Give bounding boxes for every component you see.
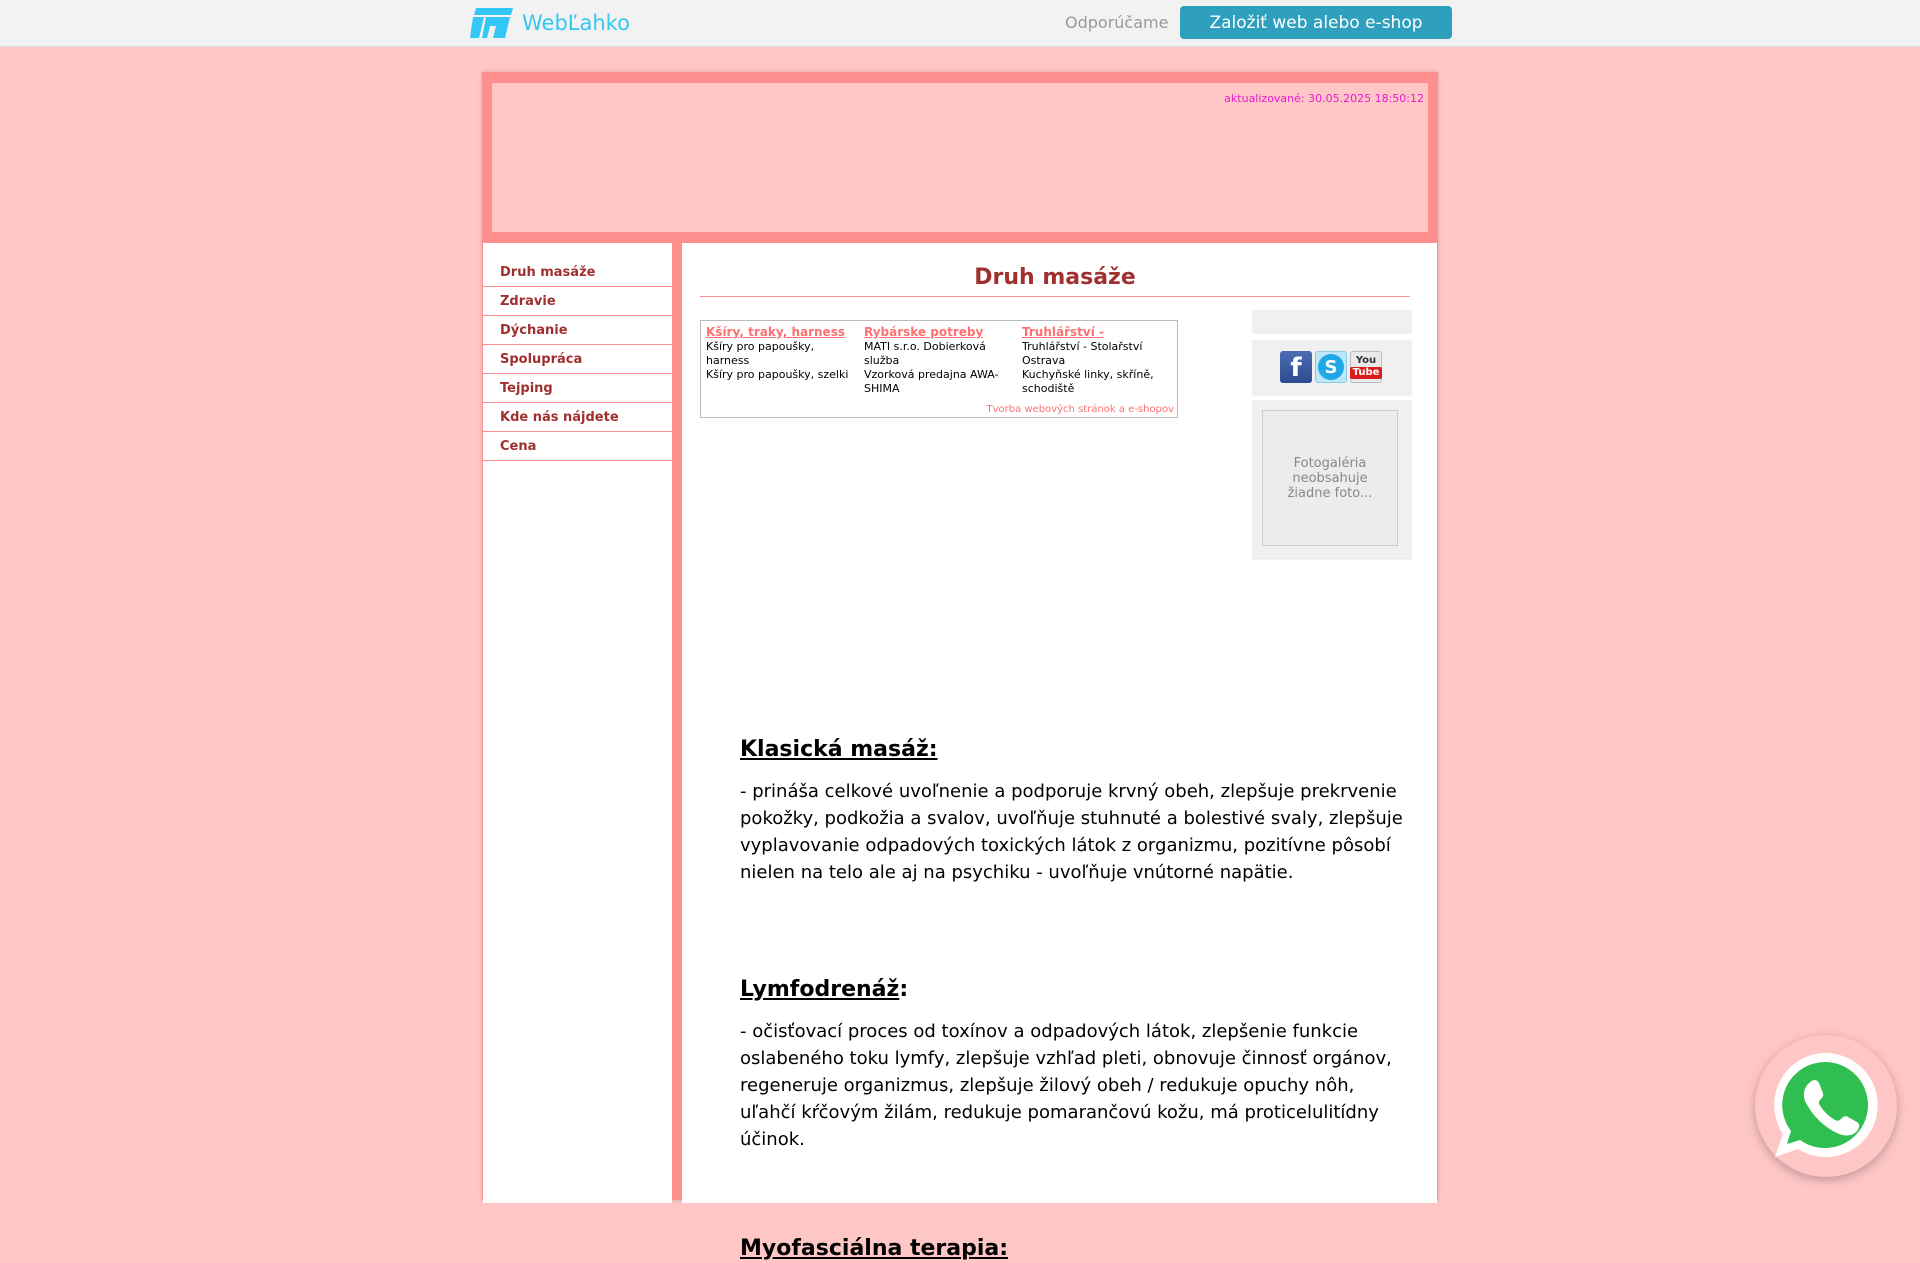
sidebar-item-label[interactable]: Kde nás nájdete <box>500 409 619 425</box>
sidebar-item-label[interactable]: Tejping <box>500 380 553 396</box>
section-heading-text: Myofasciálna terapia: <box>740 1236 1009 1261</box>
youtube-glyph-top: You <box>1355 355 1377 366</box>
section-klasicka-masaz <box>740 736 1410 886</box>
page-title: Druh masáže <box>700 265 1410 297</box>
section-heading-text: Lymfodrenáž <box>740 977 900 1002</box>
recommend-link[interactable]: Odporúčame <box>1065 13 1169 32</box>
sidebar-item-label[interactable]: Cena <box>500 438 537 454</box>
youtube-glyph-bottom: Tube <box>1350 367 1383 379</box>
sidebar-item-kde-nas-najdete[interactable] <box>483 403 672 432</box>
empty-widget <box>1252 310 1410 332</box>
section-myofascialna-terapia <box>740 1235 1410 1263</box>
ad-title-link[interactable]: Truhlářství - <box>1022 325 1104 339</box>
photo-gallery-widget <box>1252 400 1410 558</box>
gallery-empty-message: Fotogaléria neobsahuje žiadne foto... <box>1262 410 1398 546</box>
section-heading-text: Klasická masáž: <box>740 737 938 762</box>
create-web-button[interactable]: Založiť web alebo e-shop <box>1180 6 1452 39</box>
facebook-glyph: f <box>1290 353 1302 383</box>
section-heading: Lymfodrenáž: <box>740 977 909 1002</box>
site-frame <box>482 72 1438 1261</box>
youtube-icon[interactable] <box>1350 351 1382 383</box>
ad-line: Vzorková predajna AWA-SHIMA <box>864 368 999 395</box>
ad-box <box>700 320 1178 418</box>
ad-column <box>1022 325 1172 396</box>
sidebar-item-druh-masaze[interactable] <box>483 258 672 287</box>
webl-ahko-logo-icon <box>470 7 514 39</box>
section-lymfodrenaz <box>740 976 1410 1153</box>
sidebar-item-label[interactable]: Zdravie <box>500 293 556 309</box>
site-header <box>492 83 1428 232</box>
logo-link[interactable] <box>470 7 630 39</box>
skype-icon[interactable] <box>1315 351 1347 383</box>
ad-line: Kšíry pro papoušky, harness <box>706 340 815 367</box>
ad-footer-link[interactable]: Tvorba webových stránok a e-shopov <box>986 404 1174 415</box>
sidebar-item-label[interactable]: Dýchanie <box>500 322 568 338</box>
sidebar-item-cena[interactable] <box>483 432 672 461</box>
ad-line: Kuchyňské linky, skříně, schodiště <box>1022 368 1154 395</box>
skype-glyph: S <box>1318 354 1344 380</box>
facebook-icon[interactable] <box>1280 351 1312 383</box>
main-content <box>682 243 1437 1261</box>
ad-title-link[interactable]: Kšíry, traky, harness <box>706 325 845 339</box>
whatsapp-icon <box>1761 1041 1891 1171</box>
section-heading <box>740 1235 1410 1263</box>
sidebar-item-tejping[interactable] <box>483 374 672 403</box>
section-text: - prináša celkové uvoľnenie a podporuje krvný obeh, zlepšuje prekrvenie pokožky, podkožia a svalov, uvoľňuje stuhnuté a bolestivé svaly, zlepšuje vyplavovanie odpadových toxických látok z organizmu, pozitívne pôsobí nielen na telo ale aj na psychiku - uvoľňuje vnútorné napätie. <box>740 781 1403 883</box>
ad-title-link[interactable]: Rybárske potreby <box>864 325 984 339</box>
ad-column <box>706 325 856 382</box>
logo-text: WebĽahko <box>522 11 630 35</box>
sidebar-item-zdravie[interactable] <box>483 287 672 316</box>
social-widget <box>1252 340 1410 394</box>
top-bar <box>0 0 1920 47</box>
sidebar-menu <box>483 258 672 461</box>
whatsapp-button[interactable] <box>1755 1035 1897 1177</box>
sidebar-item-spolupraca[interactable] <box>483 345 672 374</box>
section-text: - očisťovací proces od toxínov a odpadových látok, zlepšenie funkcie oslabeného toku lymfy, zlepšuje vzhľad pleti, obnovuje činnosť orgánov, regeneruje organizmus, zlepšuje žilový obeh / redukuje opuchy nôh, uľahčí kŕčovým žilám, redukuje pomarančovú kožu, má proticelulitídny účinok. <box>740 1021 1392 1150</box>
sidebar-item-dychanie[interactable] <box>483 316 672 345</box>
ad-line: MATI s.r.o. Dobierková služba <box>864 340 986 367</box>
sidebar-item-label[interactable]: Spolupráca <box>500 351 583 367</box>
ad-column <box>864 325 1014 396</box>
updated-timestamp: aktualizované: 30.05.2025 18:50:12 <box>1224 92 1424 105</box>
section-heading <box>740 736 1410 764</box>
sidebar <box>483 243 672 1203</box>
ad-line: Kšíry pro papoušky, szelki <box>706 368 849 381</box>
ad-line: Truhlářství - Stolařství Ostrava <box>1022 340 1143 367</box>
sidebar-item-label[interactable]: Druh masáže <box>500 264 596 280</box>
